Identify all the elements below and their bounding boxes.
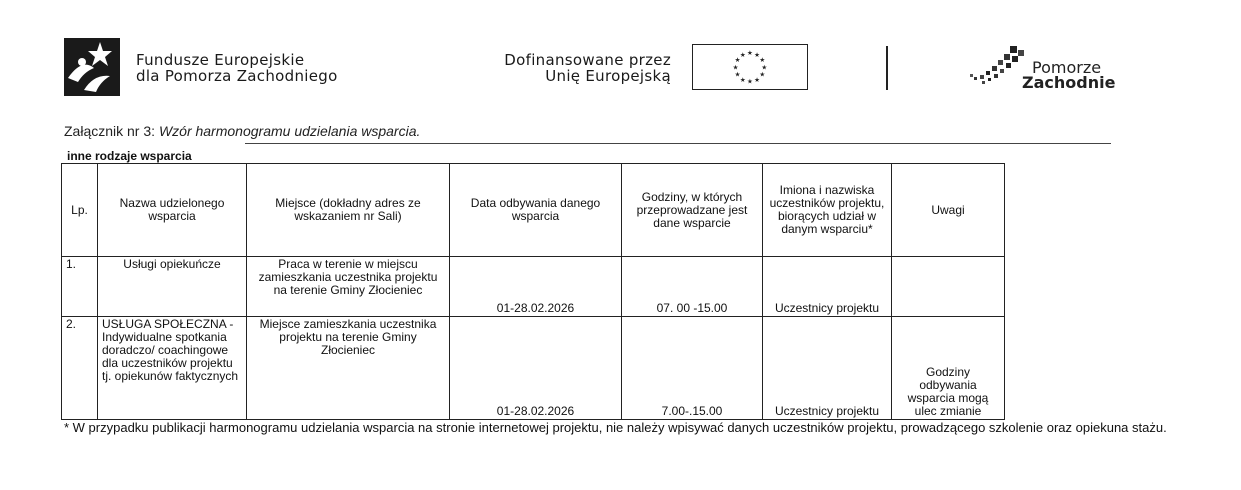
eu-star-icon: ★ <box>761 64 768 72</box>
eu-star-icon: ★ <box>754 51 761 59</box>
schedule-table <box>61 163 1005 420</box>
row1-hours: 07. 00 -15.00 <box>622 257 763 317</box>
row2-date: 01-28.02.2026 <box>450 317 622 420</box>
eu-star-icon: ★ <box>739 51 746 59</box>
table-row <box>62 317 1005 420</box>
header-notes: Uwagi <box>892 164 1005 257</box>
eu-star-icon: ★ <box>759 71 766 79</box>
footnote: * W przypadku publikacji harmonogramu udzielania wsparcia na stronie internetowej projektu, nie należy wpisywać danych uczestników projektu, prowadzącego szkolenie oraz opiekuna stażu. <box>64 420 1167 435</box>
table-header-row <box>62 164 1005 257</box>
header-date: Data odbywania danego wsparcia <box>450 164 622 257</box>
row2-participants: Uczestnicy projektu <box>763 317 892 420</box>
pz-line1: Pomorze <box>1032 58 1102 77</box>
row2-name: USŁUGA SPOŁECZNA - Indywidualne spotkania doradczo/ coachingowe dla uczestników projektu tj. opiekunów faktycznych <box>98 317 247 420</box>
header-place: Miejsce (dokładny adres ze wskazaniem nr Sali) <box>247 164 450 257</box>
fe-logo-text <box>136 52 338 84</box>
header-lp: Lp. <box>62 164 98 257</box>
eu-logo-text <box>449 52 671 84</box>
row2-lp: 2. <box>62 317 98 420</box>
row1-notes <box>892 257 1005 317</box>
title-prefix: Załącznik nr 3: <box>64 123 159 139</box>
pz-line2: Zachodnie <box>1022 73 1116 92</box>
row1-date: 01-28.02.2026 <box>450 257 622 317</box>
page-header <box>0 0 1241 110</box>
row1-lp: 1. <box>62 257 98 317</box>
title-italic: Wzór harmonogramu udzielania wsparcia. <box>158 123 421 139</box>
eu-star-icon: ★ <box>734 71 741 79</box>
document-subtitle: inne rodzaje wsparcia <box>67 149 192 163</box>
row2-notes: Godziny odbywania wsparcia mogą ulec zmianie <box>892 317 1005 420</box>
fundusze-europejskie-logo-icon <box>64 38 120 96</box>
eu-star-icon: ★ <box>754 76 761 84</box>
row2-place: Miejsce zamieszkania uczestnika projektu na terenie Gminy Złocieniec <box>247 317 450 420</box>
fe-line2: dla Pomorza Zachodniego <box>136 67 338 85</box>
pz-logo-text <box>1022 60 1115 91</box>
eu-star-icon: ★ <box>747 50 753 58</box>
header-participants: Imiona i nazwiska uczestników projektu, biorących udział w danym wsparciu* <box>763 164 892 257</box>
eu-flag-icon <box>692 44 808 90</box>
eu-line1: Dofinansowane przez <box>504 51 671 69</box>
header-name: Nazwa udzielonego wsparcia <box>98 164 247 257</box>
eu-star-icon: ★ <box>734 57 741 65</box>
eu-star-icon: ★ <box>759 57 766 65</box>
row1-participants: Uczestnicy projektu <box>763 257 892 317</box>
row2-hours: 7.00-.15.00 <box>622 317 763 420</box>
eu-line2: Unię Europejską <box>545 67 671 85</box>
pomorze-zachodnie-logo-icon <box>968 44 1026 90</box>
eu-star-icon: ★ <box>739 76 746 84</box>
fe-line1: Fundusze Europejskie <box>136 51 305 69</box>
eu-star-icon: ★ <box>732 64 739 72</box>
eu-star-icon: ★ <box>747 78 753 86</box>
row1-place: Praca w terenie w miejscu zamieszkania uczestnika projektu na terenie Gminy Złocieniec <box>247 257 450 317</box>
document-title <box>64 123 420 139</box>
title-rule <box>245 143 1111 144</box>
row1-name: Usługi opiekuńcze <box>98 257 247 317</box>
header-hours: Godziny, w których przeprowadzane jest dane wsparcie <box>622 164 763 257</box>
table-row <box>62 257 1005 317</box>
logo-divider <box>886 46 888 90</box>
